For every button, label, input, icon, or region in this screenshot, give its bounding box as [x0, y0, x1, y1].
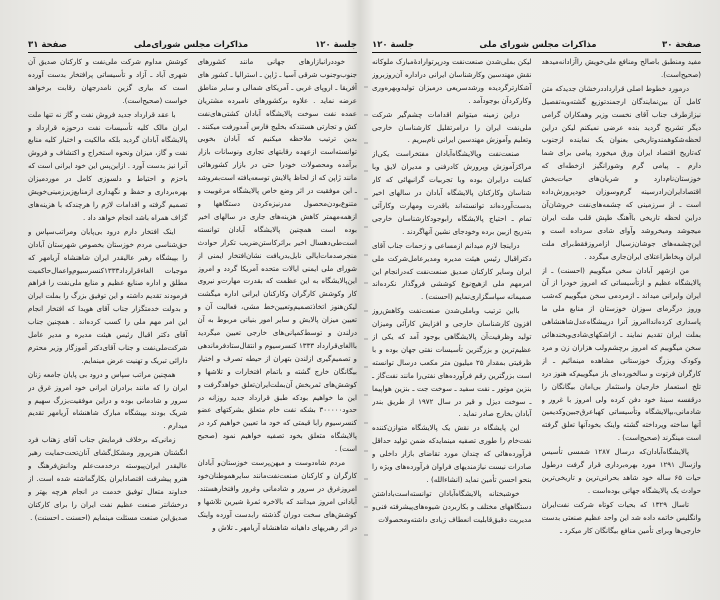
column-right	[198, 56, 358, 570]
paragraph: کوشش مداوم شرکت ملی‌نفت و کارکنان صدیق آن شهری آباد ـ آزاد و تأسیساتی پرافتخار بدست آورده است که بیاری گزین نامدرجهان رقابت برخواهد خواست (صحیح‌است).	[28, 57, 188, 105]
page-31	[8, 0, 363, 600]
paragraph: با عقد قرارداد جدید فروش نفت و گاز نه تنها ملت ایران مالک کلیه تأسیسات نفت درحوزه قرارداد و پالایشگاه آبادان گردید بلکه مالکیت و اختیار کلیه منابع نفت و گاز، میزان ونحوه استخراج و اکتشاف و فروش آنرا نیز بدست آورد . ازاین‌پس این خود ایرانی است که باحزم و احتیاط و دلسوزی کامل در موردمیزان بهره‌برداری و حفظ و نگهداری ازمنابع‌زیرزمینی‌خویش تصمیم گرفته و اقدامات لازم را هرچندکه با هزینه‌های گزاف همراه باشد انجام خواهد داد .	[28, 109, 188, 222]
session-number: جلسة ۱۲۰	[372, 40, 414, 50]
text-columns	[28, 56, 357, 570]
paragraph: زمانی‌که برخلاف فرمایش جناب آقای زهتاب فرد انگشتان هنرپرور ومشکل‌گشای آنان‌تحت‌حمایت رهبر عالیقدر ایران‌پیوسته درخدمت‌علم ودانش‌فرهنگ و هنرو پیشرفت اقتصادایران بکارگماشته شده است. از خداوند متعال توفیق خدمت در انجام هرچه بهتر و درخشانتر صنعت عظیم نفت ایران را برای کارکنان صدیق‌این صنعت مسئلت مینمایم (احسنت ـ احسنت) .	[28, 435, 188, 522]
paragraph: لیکن بملی‌شدن صنعت‌نفت ودرپرتوارادهٔ‌مبارک ملوکانه نقش مهندسین وکارشناسان ایرانی دراداره آن‌روزبروز آشکارترگردیده ورشدسریعی درمیزان تولیدوبهره‌وری وکارکردآن بوجودآمد .	[372, 57, 532, 105]
running-title: مذاکرات مجلس شورای ملی	[479, 40, 597, 50]
paragraph: خوددرانبازارهای جهانی مانند کشورهای جنوب‌وجنوب شرقی آسیا ـ ژاپن ـ استرالیا ـ کشور های آفریقا ـ اروپای غربی ـ آمریکای شمالی و سایر مناطق عرضه نماید . علاوه برکشورهای نامبرده مشتریان عمده نفت سوخت پالایشگاه آبادان کشتی‌های‌نفت کش و تجارتی هستندکه بخلیج فارس آمدورفت میکنند ـ بدین ترتیب ملاحظه میکنیم که آبادان بخوبی توانسته‌است ازعهده رقابتهای تجاری ونوسانات بازار برآمده ومحصولات خودرا حتی در بازار کشورهائی مانند ژاپن که از لحاظ پالایش توسعه‌یافته است‌بفروشد ـ این موفقیت در اثر وضع خاص پالایشگاه مرغوبیت و متنوع‌بودن‌محصول مدرنیزه‌کردن دستگاهها و ازهمه‌مهمتر کاهش هزینه‌های جاری در سالهای اخیر بوده است همچنین پالایشگاه آبادان توانسته است‌طی‌دهسال اخیر براثرکاستن‌ضریب تکرار حوادث منجرصدمات‌ایالی نایل‌بدریافت نشان‌افتخار ایمنی از شورای ملی ایمنی ایالات متحده آمریکا گردد و امروز این‌پالایشگاه به این عظمت که بقدرت مهارت‌و نیروی کار وکوشش کارگران وکارکنان ایرانی اداره میگشت لیکن‌هنوز اتخاذتصمیم‌وتعیین‌خط مشی، فعالیت آن و تعیین میزان پالایش و سایر امور بنیانی مربوط به آن درلندن و توسط‌کمپانی‌های خارجی تعیین میگردید باالغای‌قرارداد ۱۳۳۳ کنسرسیوم و انتقال‌ستادفرماندهی و تصمیم‌گیری ازلندن بتهران از حیطه تصرف و اختیار بیگانگان خارج گشته و باتمام افتخارات و تلاشها و کوشش‌های ثمربخش آن‌بملت‌ایران‌تعلق خواهدگرفت و این ما خواهیم بودکه طبق قرارداد جدید روزانه در حدود۳۰۰۰۰۰ بشکه نفت خام متعلق بشرکتهای عضو کنسرسیوم رابا قیمتی که خود ما تعیین خواهیم کرد در پالایشگاه متعلق بخود تصفیه خواهیم نمود (صحیح است) .	[197, 57, 357, 454]
paragraph: صنعت‌نفت وپالایشگاه‌آبادان مفتخراست یکی‌از مراکزآموزش وپرورش کادرفنی و مدیران لایق وبا کفایت درایران بوده وبا تجربیات گرانبهائی که کار شناسان وکارکنان پالایشگاه آبادان در سالهای اخیر بدست‌آورده‌اند توانسته‌اند باقدرت ومهارت وکارآئی تمام ـ احتیاج پالایشگاه رابوجودکارشناسان خارجی بتدریج ازبین برده وخودجای نشین آنهاگردند .	[372, 149, 532, 236]
paragraph: اینک افتخار دارم درود بی‌پایان ومراتب‌سپاس و حق‌شناسی مردم خوزستان بخصوص شهرستان آبادان را بپیشگاه رهبر عالیقدر ایران شاهنشاه آریامهر که موجبات الغاءقرارداد۱۳۳۳کنسرسیوم‌واعمال‌حاکمیت مطلق و اداره صنایع عظیم و منابع ملی‌نفت را فراهم فرمودند تقدیم داشته و این توفیق بزرگ را بملت ایران و بدولت خدمتگزار جناب آقای هویدا که افتخار انجام این امر مهم ملی را کسب کرده‌اند . همچنین جناب آقای دکتر اقبال رئیس هیئت مدیره و مدیر عامل شرکت‌ملی‌نفت و جناب آقای‌دکتر آموزگار وزیر محترم دارائی تبریک و تهنیت عرض مینمایم.	[28, 226, 188, 365]
paragraph: بااین ترتیب وباملی‌شدن صنعت‌نفت وکاهش‌روز افزون کارشناسان خارجی و افزایش کارآئی ومیزان تولید وظرفیت‌آن پالایشگاهی بوجود آمد که یکی از عظیم‌ترین و بزرگترین تأسیسات نفتی جهان بوده و با ظرفیتی بمقدار ۲۵ میلیون متر مکعب درسال توانسته است بزرگترین رقم فرآورده‌های نفتی‌را مانند نفت‌گاز ـ بنزین موتور ـ نفت سفید ـ سوخت جت ـ بنزین هواپیما ـ سوخت دیزل و قیر در سال ۱۹۷۲ از طریق بندر آبادان بخارج صادر نماید .	[372, 306, 532, 419]
paragraph: این پایشگاه در نقش یک پالایشگاه متوازن‌کننده نفت‌خام را طوری تصفیه مینماید‌که ضمن تولید حداقل فرآورده‌هائی که چندان مورد تقاضای بازار داخلی و صادرات نیست نیازمندیهای فراوان فرآورده‌های ویژه را بنحو احسن تأمین نماید (انشاءالله) .	[372, 423, 532, 484]
page-header	[372, 34, 701, 53]
paragraph: خوشبختانه پالایشگاه‌آبادان توانسته‌است‌باداشتن دستگاههای مختلف و بکاربردن شیوه‌های‌پیشرفته فنی‌و مدیریت دقیق‌قابلیت انعطاف زیادی داشته‌ومحصولات	[372, 488, 532, 524]
page-number: صفحة ۳۰	[662, 40, 701, 50]
paragraph: درمورد خطوط اصلی قرارداددرخشان جدیدکه متن کامل آن بین‌نمایندگان ارجمندتوزیع گشته‌وبه‌تفصیل نیزازطرف جناب آقای نخست وزیر وهمکاران گرامی دیگر تشریح گردید بنده عرضی نمیکنم لیکن دراین لحظه‌شکوهمندوتاریخی بعنوان یک نماینده ازجنوب که‌تاریخ اقتصاد ایران ورق میخورد پیامی برای شما دارم ـ پیامی گرم وشورانگیز ازخطه‌ای که خوزستان‌نام‌دارد و شریان‌های حیات‌بخش اقتصادایران‌رادرسینه گرم‌وسوزان خودپرورش‌داده است ـ از سرزمینی که چشمه‌های‌نفت خروشان‌آن دراین لحظه تاریخی باآهنگ طپش قلب ملت ایران میجوشد ومیخروشد وآوای شادی سرداده است و این‌چشمه‌های جوشان‌زسیال ازامروزفقط‌برای ملت ایران وبخاطراعتلای ایران‌جاری میگردد .	[541, 83, 701, 261]
column-right	[542, 56, 702, 570]
paragraph: تاسال ۱۳۲۹ که بحیات کوتاه شرکت نفت‌ایران وانگلیس خاتمه داده شد این واحد عظیم صنعتی بدست خارجی‌ها وبرای تأمین منافع بیگانگان کار میکرد ـ	[541, 499, 701, 535]
paragraph: من ازشهر آبادان سخن میگوییم (احسنت) ـ از پالایشگاه عظیم و ازتأسیساتی که امروز خودرا از آن ایران وایرانی میداند ـ ازمردمی سخن میگوییم که‌شب وروز درگرمای سوزان خوزستان از منابع ملی ما پاسداری کرده‌انداامروز آنرا درپیشگاه‌عدل‌شاهنشاهی بملت ایران تقدیم نمایند ـ ازاشکهای‌شادی‌وبخندهائی سخن میگوییم که امروز برچشم‌ولب هزاران زن و مرد وکودک وبزرگ خوزستانی مشاهده مینمائیم ـ از کارگران فرتوت و سالخورده‌ای باز میگوییم‌که هنوز درد تلخ استعمار خارجیان واستثمار بی‌امان بیگانگان را درقفسه سینهٔ خود دفن کرده ولی امروز با غرور و شادمانی،بپالایشگاه وتأسیساتی کهبا‌عرق‌جبین‌وکدیمین آنها ساخته وپرداخته گشته واینک بخودآنها تعلق گرفته است مینگرند (صحیح‌است) .	[541, 265, 701, 443]
column-left	[372, 56, 532, 570]
binding-gutter-marks	[364, 60, 368, 560]
paragraph: دراین زمینه میتوانم اقدامات چشم‌گیر شرکت ملی‌نفت ایران را درامرتقلیل کارشناسان خارجی وتعلیم وآموزش مهندسین ایرانی نام‌ببریم .	[372, 109, 532, 145]
paragraph: مردم شاه‌دوست و میهن‌پرست خوزستان‌و آبادان کارگران و کارکنان صنعت‌نفت‌مانند سایرهموطنان‌خود امروزغرق در سرور و شادمانی وغرور وافتخارهستند. آبادانی امروز میدانند که بالاخره ثمرهٔ شیرین تلاشها و کوشش‌های سخت دوران گذشته رابدست آورده واینک در اثر رهبریهای داهیانه شاهنشاه آریامهر ـ تلاش و	[197, 458, 357, 532]
paragraph: پالایشگاه‌آبادان‌که درسال ۱۲۸۷ شمسی تأسیس وازسال ۱۲۹۱ مورد بهره‌برداری قرار گرفت درطول حیات ۶۵ ساله خود شاهد بحرانی‌ترین و تاریخی‌ترین حوادث یک پالایشگاه جهانی بوده‌است .	[541, 447, 701, 495]
running-title: مذاکرات مجلس شورای‌ملی	[133, 40, 249, 50]
page-header	[28, 34, 357, 53]
paragraph: دراینجا لازم میدانم ازمساعی و زحمات جناب آقای دکتراقبال رئیس هیئت مدیره ومدیرعامل‌شرکت ملی ایران وسایر کارکنان صدیق صنعت‌نفت که‌درانجام این امرمهم ملی ازهیچ‌نوع کوششی فروگذار نکرده‌اند صمیمانه سپاسگزاری‌نمایم (احسنت) .	[372, 240, 532, 302]
session-number: جلسة ۱۲۰	[315, 40, 357, 50]
text-columns	[372, 56, 701, 570]
paragraph: مفید ومنطبق باصالح ومنافع ملی‌خویش راآزادانه‌میدهد (صحیح‌است).	[541, 57, 701, 79]
page-30	[364, 0, 719, 600]
page-number: صفحة ۳۱	[28, 40, 67, 50]
column-left	[28, 56, 188, 570]
paragraph: همچنین مراتب سپاس و درود بی پایان جامعه زنان ایران را که مانند برادران ایرانی خود امروز غرق در سرور و شادمانی بوده و دراین موفقیت‌بزرگ سهیم و شریک بودند بپیشگاه مبارک شاهنشاه آریامهر تقدیم میدارم .	[28, 369, 188, 431]
